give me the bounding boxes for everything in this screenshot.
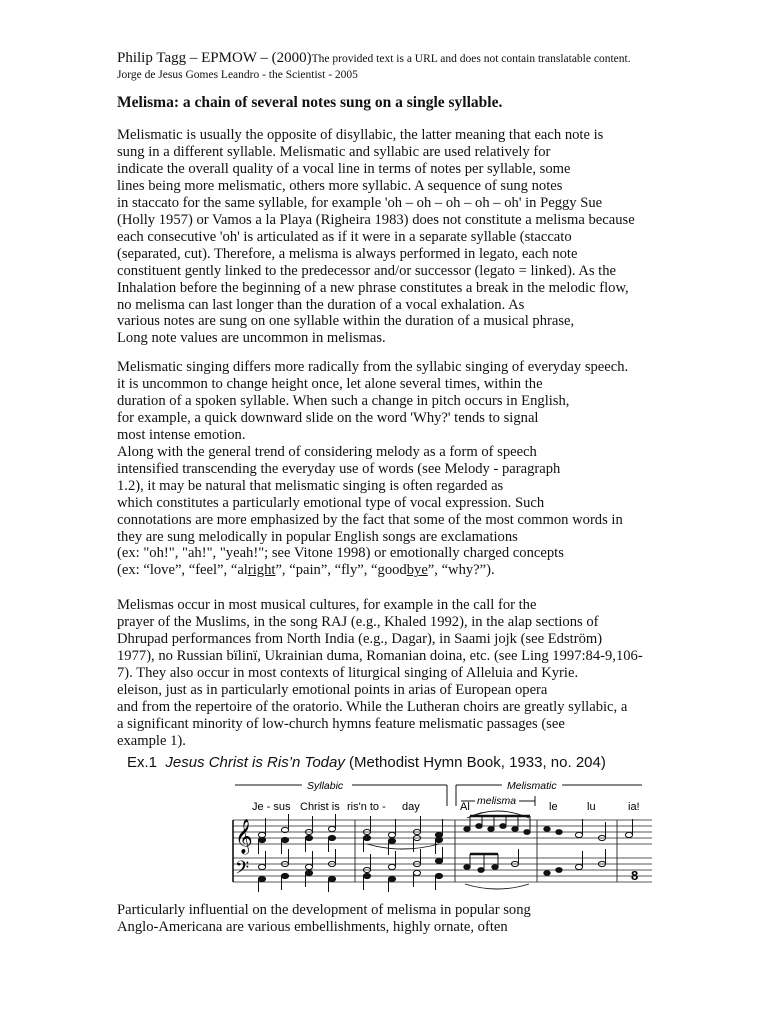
paragraph-1 (117, 127, 677, 347)
barlines (355, 820, 617, 882)
header-citation (117, 50, 631, 68)
text-line: example 1). (117, 732, 186, 749)
text-line: Anglo-Americana are various embellishments, highly ornate, often (117, 918, 508, 935)
text-line: Melismas occur in most musical cultures, for example in the call for the (117, 597, 537, 613)
text-line: Dhrupad performances from North India (e.g., Dagar), in Saami jojk (see Edström) (117, 630, 603, 647)
syllabic-label: Syllabic (307, 780, 344, 792)
score-svg (117, 774, 657, 902)
text-line: 1977), no Russian bïlinï, Ukrainian duma, Romanian doina, etc. (see Ling 1997:84-9,106- (117, 647, 643, 664)
lyric: Christ is (300, 801, 340, 813)
text-line: Melismatic singing differs more radically from the syllabic singing of everyday speech. (117, 359, 629, 375)
text-line: for example, a quick downward slide on the word 'Why?' tends to signal (117, 409, 539, 426)
text-line: in staccato for the same syllable, for example 'oh – oh – oh – oh – oh' in Peggy Sue (117, 194, 603, 211)
paragraph-3 (117, 597, 677, 750)
melisma-label: melisma (477, 795, 517, 807)
lyric: day (402, 801, 420, 813)
lyric: le (549, 801, 558, 813)
bass-slur (465, 884, 529, 889)
text-line: (Holly 1957) or Vamos a la Playa (Righeira 1983) does not constitute a melisma because (117, 211, 635, 228)
text-line: and from the repertoire of the oratorio. While the Lutheran choirs are greatly syllabic, a (117, 698, 628, 715)
text-line: 7). They also occur in most contexts of liturgical singing of Alleluia and Kyrie. (117, 664, 579, 681)
header-citation-main: Philip Tagg – EPMOW – (2000) (117, 50, 312, 66)
document-header (117, 50, 631, 83)
text-line: indicate the overall quality of a vocal line in terms of notes per syllable, some (117, 160, 571, 177)
example-song-title: Jesus Christ is Ris’n Today (165, 754, 345, 771)
text-line: it is uncommon to change height once, let alone several times, within the (117, 375, 543, 392)
text-line: Melismatic is usually the opposite of disyllabic, the latter meaning that each note is (117, 127, 604, 143)
lyric: ia! (628, 801, 640, 813)
text-line: various notes are sung on one syllable within the duration of a musical phrase, (117, 313, 575, 330)
text-line: Long note values are uncommon in melismas. (117, 330, 386, 347)
example-caption (127, 754, 606, 771)
text-line: prayer of the Muslims, in the song RAJ (e.g., Khaled 1992), in the alap sections of (117, 613, 599, 630)
text-line: lines being more melismatic, others more syllabic. A sequence of sung notes (117, 177, 563, 194)
bass-notes (258, 847, 605, 892)
lyric: lu (587, 801, 596, 813)
text-line: no melisma can last longer than the duration of a vocal exhalation. As (117, 296, 525, 313)
text-line: constituent gently linked to the predecessor and/or successor (legato = linked). As the (117, 262, 617, 279)
text-line: which constitutes a particularly emotional type of vocal expression. Such (117, 494, 545, 511)
page-title: Melisma: a chain of several notes sung on a single syllable. (117, 94, 503, 111)
time-signature: 8 (631, 868, 639, 883)
header-author-line: Jorge de Jesus Gomes Leandro - the Scientist - 2005 (117, 69, 358, 81)
bass-clef-icon: 𝄢 (235, 857, 250, 882)
text-line: sung in a different syllable. Melismatic and syllabic are used relatively for (117, 143, 551, 160)
text-line: Particularly influential on the development of melisma in popular song (117, 902, 531, 918)
text-line: most intense emotion. (117, 426, 246, 443)
underlined-word: bye (406, 562, 428, 579)
underlined-word: right (247, 562, 276, 579)
melismatic-label: Melismatic (507, 780, 557, 792)
text-line: Along with the general trend of considering melody as a form of speech (117, 443, 537, 460)
lyric: Al (460, 801, 470, 813)
text-segment: (ex: “love”, “feel”, “al (117, 562, 248, 579)
text-segment: ”, “why?”). (427, 562, 495, 579)
lyric: Je - sus (252, 801, 291, 813)
example-prefix: Ex.1 (127, 754, 158, 771)
text-line-with-underlines (117, 562, 677, 579)
text-line: they are sung melodically in popular English songs are exclamations (117, 528, 518, 545)
text-line: Inhalation before the beginning of a new phrase constitutes a break in the melodic flow, (117, 279, 629, 296)
text-line: a significant minority of low-church hymns feature melismatic passages (see (117, 715, 565, 732)
treble-clef-icon: 𝄞 (235, 820, 253, 853)
text-line: duration of a spoken syllable. When such a change in pitch occurs in English, (117, 392, 570, 409)
text-line: each consecutive 'oh' is articulated as if it were in a separate syllable (staccato (117, 228, 572, 245)
text-line: eleison, just as in particularly emotional points in arias of European opera (117, 681, 548, 698)
tie (367, 844, 439, 849)
text-line: (ex: "oh!", "ah!", "yeah!"; see Vitone 1998) or emotionally charged concepts (117, 545, 564, 562)
text-segment: ”, “pain”, “fly”, “good (275, 562, 407, 579)
text-line: (separated, cut). Therefore, a melisma is always performed in legato, each note (117, 245, 578, 262)
text-line: 1.2), it may be natural that melismatic singing is often regarded as (117, 477, 504, 494)
paragraph-2 (117, 359, 677, 579)
example-source: (Methodist Hymn Book, 1933, no. 204) (349, 754, 606, 771)
lyric: ris'n to - (347, 801, 386, 813)
header-citation-note: The provided text is a URL and does not contain translatable content. (311, 53, 631, 65)
paragraph-4 (117, 902, 677, 936)
text-line: connotations are more emphasized by the fact that some of the most common words in (117, 511, 623, 528)
text-line: intensified transcending the everyday use of words (see Melody - paragraph (117, 460, 561, 477)
music-score-example (117, 774, 657, 902)
